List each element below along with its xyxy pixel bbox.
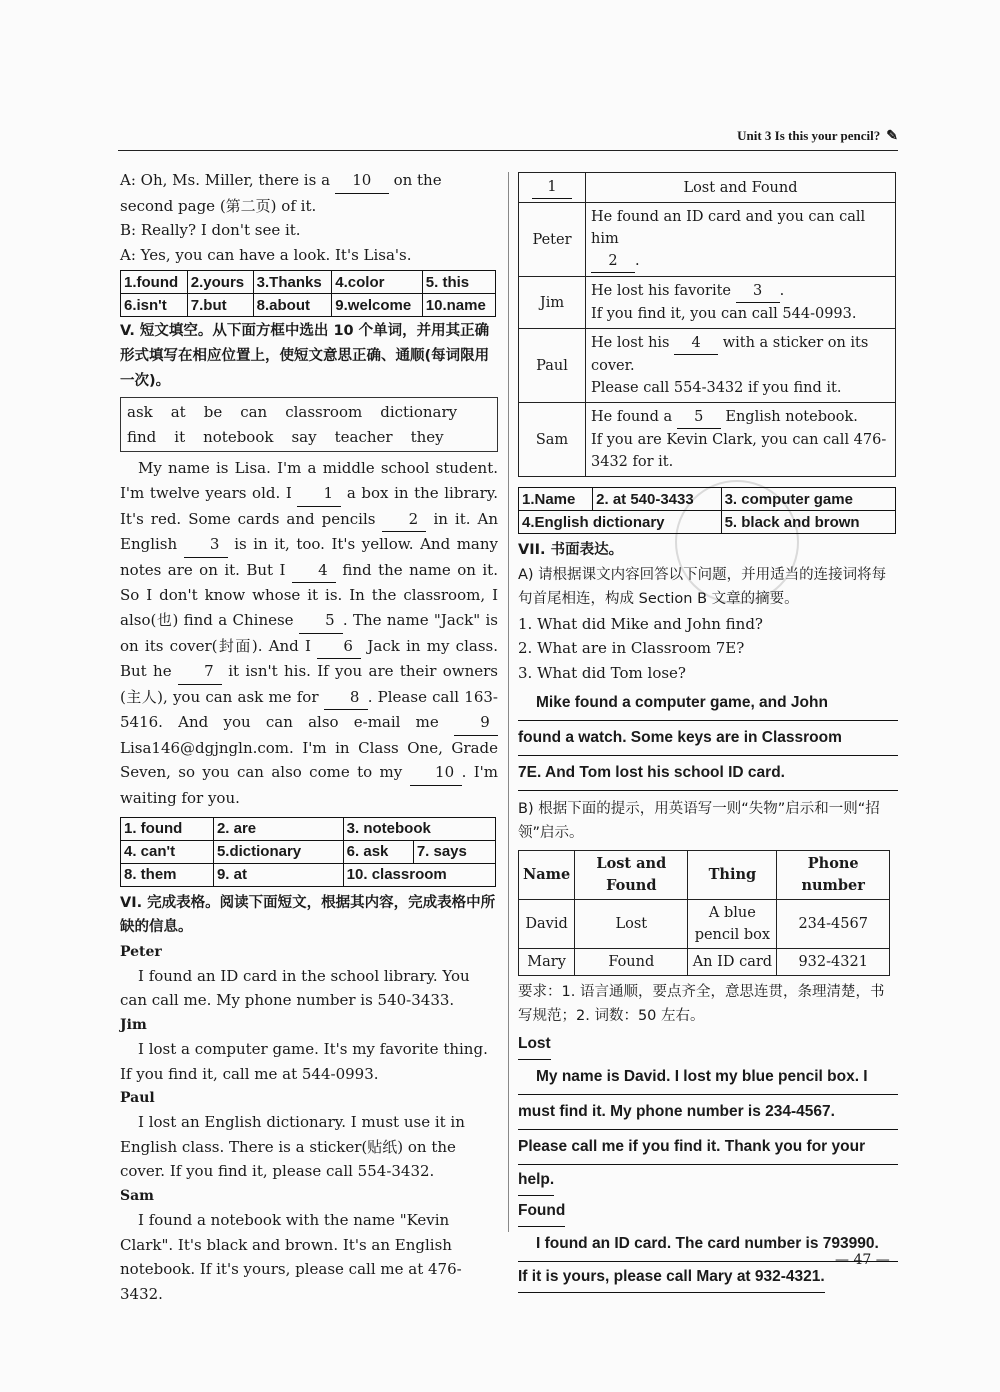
answer-blank: 9 [454, 710, 498, 736]
section-5-title: V. 短文填空。从下面方框中选出 10 个单词，并用其正确形式填写在相应位置上，使短文意思正确、通顺(每词限用一次)。 [120, 323, 490, 389]
answer-blank: 4 [674, 332, 718, 355]
summary-answer-line: found a watch. Some keys are in Classroom [518, 721, 898, 756]
lost-notice-line: must find it. My phone number is 234-4567. [518, 1095, 898, 1130]
page-header [118, 128, 898, 151]
answer-blank: 5 [299, 608, 343, 634]
answer-blank: 1 [532, 176, 572, 199]
answer-blank: 6 [317, 634, 361, 660]
pencil-logo-icon: ✎ [886, 129, 898, 144]
left-column [120, 168, 498, 1306]
note-name: Jim [120, 1017, 147, 1034]
lost-notice-line: Please call me if you find it. Thank you for your [518, 1130, 898, 1165]
found-notice-line: I found an ID card. The card number is 793990. [518, 1227, 898, 1262]
answer-blank: 10 [335, 168, 389, 194]
answer-blank: 2 [591, 250, 635, 273]
page-number: — 47 — [835, 1252, 890, 1268]
lost-notice-line: My name is David. I lost my blue pencil box. I [518, 1060, 898, 1095]
note-name: Paul [120, 1090, 155, 1107]
question: 3. What did Tom lose? [518, 663, 686, 682]
lost-found-table: 1 Lost and Found Peter He found an ID card and you can call him 2 . Jim He lost his favorite 3 . If you find it, you can call 544-0993. Paul He lost his 4 with a sticker on its cover. Please call 554-3432 if you find it. Sam He found a 5 English notebook. If you are Kevin Clark, you can call 476-3432 for it. [518, 172, 896, 477]
answer-blank: 2 [382, 507, 426, 533]
answer-blank: 3 [736, 280, 780, 303]
dialog-line: A: Yes, you can have a look. It's Lisa's. [120, 245, 412, 264]
right-column [518, 172, 898, 1293]
answer-blank: 8 [324, 685, 368, 711]
answer-blank: 3 [184, 532, 228, 558]
part-a-instructions: A) 请根据课文内容回答以下问题，并用适当的连接词将每句首尾相连，构成 Section B 文章的摘要。 [518, 566, 887, 608]
dialog-line: A: Oh, Ms. Miller, there is a 10 on the second page (第二页) of it. [120, 168, 498, 218]
answer-blank: 7 [178, 659, 222, 685]
note-text: I found a notebook with the name "Kevin Clark". It's black and brown. It's an English notebook. If it's yours, please call me at 476-3432. [120, 1211, 462, 1303]
note-name: Sam [120, 1188, 154, 1204]
lost-label: Lost [518, 1029, 551, 1060]
section-7-title: VII. 书面表达。 [518, 542, 624, 558]
answer-blank: 1 [297, 481, 341, 507]
dialog-line: B: Really? I don't see it. [120, 221, 301, 240]
note-text: I lost an English dictionary. I must use it in English class. There is a sticker(贴纸) on the cover. If you find it, please call 554-3432. [120, 1113, 465, 1181]
found-notice-line: If it is yours, please call Mary at 932-4321. [518, 1262, 825, 1293]
word-box: ask at be can classroom dictionary find it notebook say teacher they [120, 397, 498, 452]
answer-blank: 4 [292, 558, 336, 584]
note-text: I lost a computer game. It's my favorite thing. If you find it, call me at 544-0993. [120, 1040, 488, 1083]
found-label: Found [518, 1196, 565, 1227]
unit-title: Unit 3 Is this your pencil? [737, 128, 881, 143]
lost-found-heading: Lost and Found [586, 173, 896, 203]
requirements: 要求：1. 语言通顺，要点齐全，意思连贯，条理清楚，书写规范；2. 词数：50 左右。 [518, 983, 885, 1025]
part-b-instructions: B) 根据下面的提示，用英语写一则“失物”启示和一则“招领”启示。 [518, 800, 880, 842]
note-text: I found an ID card in the school library. You can call me. My phone number is 540-3433. [120, 966, 470, 1010]
question: 2. What are in Classroom 7E? [518, 639, 745, 658]
answer-table-4: 1.found 2.yours 3.Thanks 4.color 5. this 6.isn't 7.but 8.about 9.welcome 10.name [120, 270, 496, 317]
answer-blank: 10 [410, 760, 462, 786]
lost-notice-line: help. [518, 1165, 554, 1196]
answer-table-5: 1. found 2. are 3. notebook 4. can't 5.dictionary 6. ask 7. says 8. them 9. at 10. classroom [120, 817, 496, 887]
column-divider [508, 172, 509, 1232]
note-name: Peter [120, 943, 162, 960]
question: 1. What did Mike and John find? [518, 614, 763, 633]
section-6-title: VI. 完成表格。阅读下面短文，根据其内容，完成表格中所缺的信息。 [120, 894, 496, 936]
answer-table-6: 1.Name 2. at 540-3433 3. computer game 4.English dictionary 5. black and brown [518, 487, 896, 534]
info-table: Name Lost and Found Thing Phone number David Lost A blue pencil box 234-4567 Mary Found An ID card 932-4321 [518, 850, 890, 976]
summary-answer-line: 7E. And Tom lost his school ID card. [518, 756, 898, 791]
answer-blank: 5 [677, 406, 721, 429]
summary-answer-line: Mike found a computer game, and John [518, 686, 898, 721]
cloze-passage: My name is Lisa. I'm a middle school student. I'm twelve years old. I 1 a box in the library. It's red. Some cards and pencils 2 in it. An English 3 is in it, too. It's yellow. And many notes are on it. But I 4 find the name on it. So I don't know whose it is. In the classroom, I also(也) find a Chinese 5 . The name "Jack" is on its cover(封面). And I 6 Jack in my class. But he 7 it isn't his. If you are their owners (主人), you can ask me for 8 . Please call 163-5416. And you can also e-mail me 9 Lisa146@dgjngln.com. I'm in Class One, Grade Seven, so you can also come to my 10 . I'm waiting for you. [120, 459, 499, 808]
